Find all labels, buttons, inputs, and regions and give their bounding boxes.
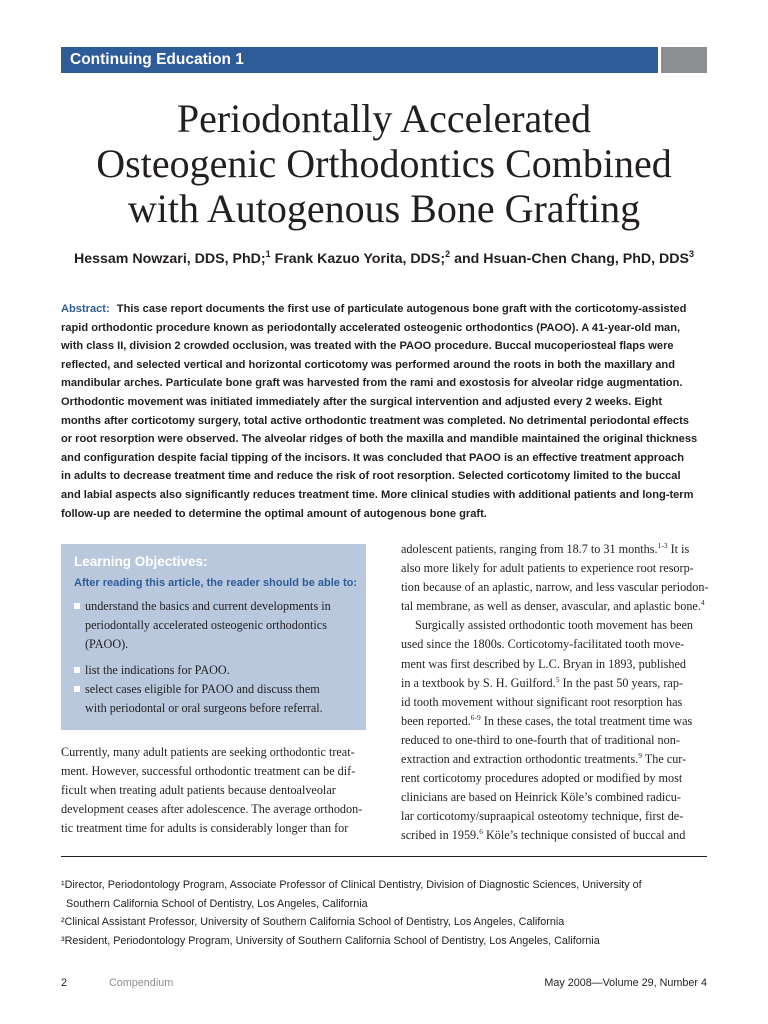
article-title bbox=[40, 96, 728, 231]
abstract-line: and labial aspects also significantly reduces treatment time. More clinical studies with additional patients and long-term bbox=[61, 488, 694, 501]
citation-ref: 5 bbox=[555, 674, 560, 684]
abstract-line: with class II, division 2 crowded occlusion, was treated with the PAOO procedure. Buccal mucoperiosteal flaps were bbox=[61, 340, 674, 353]
abstract-line: in adults to decrease treatment time and reduce the risk of root resorption. Selected corticotomy limited to the buccal bbox=[61, 470, 681, 483]
page-footer bbox=[61, 977, 707, 993]
learning-objectives-title: Learning Objectives: bbox=[74, 554, 208, 569]
abstract-line: rapid orthodontic procedure known as periodontally accelerated osteogenic orthodontics (PAOO). A 41-year-old man, bbox=[61, 321, 681, 334]
section-label: Continuing Education 1 bbox=[70, 51, 244, 68]
abstract-line: follow-up are needed to determine the optimal amount of autogenous bone graft. bbox=[61, 507, 487, 520]
body-line: ment was first described by L.C. Bryan in 1893, published bbox=[401, 656, 687, 671]
body-text: extraction and extraction orthodontic treatments. bbox=[401, 752, 639, 767]
abstract-line: months after corticotomy surgery, total active orthodontic treatment was completed. No detrimental periodontal effects bbox=[61, 414, 689, 427]
learning-objectives-box bbox=[61, 544, 366, 730]
objective-item bbox=[74, 661, 230, 680]
title-line: Osteogenic Orthodontics Combined bbox=[96, 141, 672, 186]
body-text: tal membrane, as well as denser, avascular, and aplastic bone. bbox=[401, 599, 701, 614]
section-header-band bbox=[61, 47, 658, 73]
body-line bbox=[401, 674, 707, 693]
body-line: rent corticotomy procedures adopted or modified by most bbox=[401, 771, 683, 786]
author-name: Frank Kazuo Yorita, DDS; bbox=[274, 251, 446, 267]
body-left-column bbox=[61, 743, 366, 838]
journal-name: Compendium bbox=[109, 977, 174, 989]
body-right-column bbox=[401, 540, 707, 846]
objective-line: select cases eligible for PAOO and discuss them bbox=[85, 682, 320, 696]
body-text: It is bbox=[667, 542, 690, 556]
objective-line: understand the basics and current developments in bbox=[85, 599, 331, 613]
body-text: scribed in 1959. bbox=[401, 828, 480, 843]
abstract-line: reflected, and selected vertical and horizontal corticotomy was performed around the roots in both the maxillary and bbox=[61, 358, 675, 371]
abstract-text: This case report documents the first use of particulate autogenous bone graft with the corticotomy-assisted bbox=[116, 303, 687, 315]
abstract-line: mandibular arches. Particulate bone graft was harvested from the rami and exostosis for alveolar ridge augmentation. bbox=[61, 377, 683, 390]
body-text: in a textbook by S. H. Guilford. bbox=[401, 675, 556, 690]
body-line: id tooth movement without significant root resorption has bbox=[401, 694, 683, 709]
author-name: and Hsuan-Chen Chang, PhD, DDS bbox=[454, 251, 689, 267]
footnotes bbox=[61, 876, 721, 950]
affiliation-mark: 3 bbox=[688, 249, 694, 259]
citation-ref: 1-3 bbox=[657, 541, 668, 550]
abstract bbox=[61, 300, 707, 523]
bullet-square-icon bbox=[74, 667, 80, 673]
abstract-line: and configuration despite facial tipping of the incisors. It was concluded that PAOO is an effective treatment approach bbox=[61, 451, 684, 464]
bullet-square-icon bbox=[74, 603, 80, 609]
author-list bbox=[40, 249, 728, 267]
body-line bbox=[401, 597, 707, 616]
body-line: ment. However, successful orthodontic treatment can be dif- bbox=[61, 764, 356, 779]
body-text: Köle’s technique consisted of buccal and bbox=[482, 828, 686, 843]
abstract-line: Orthodontic movement was initiated immediately after the surgical intervention and adjusted every 2 weeks. Eight bbox=[61, 395, 663, 408]
abstract-line bbox=[61, 300, 707, 319]
footnote-line: ¹Director, Periodontology Program, Associate Professor of Clinical Dentistry, Division of Diagnostic Sciences, University of bbox=[61, 879, 642, 891]
body-line: ficult when treating adult patients because dentoalveolar bbox=[61, 783, 336, 798]
body-line bbox=[401, 712, 707, 731]
body-line: tion because of an aplastic, narrow, and less vascular periodon- bbox=[401, 580, 709, 595]
objective-item bbox=[74, 597, 331, 654]
objective-item bbox=[74, 680, 323, 718]
title-line: Periodontally Accelerated bbox=[176, 96, 592, 141]
objective-line: (PAOO). bbox=[85, 637, 129, 651]
body-line: reduced to one-third to one-fourth that of traditional non- bbox=[401, 732, 680, 747]
body-text: adolescent patients, ranging from 18.7 to 31 months. bbox=[401, 542, 658, 556]
body-line: tic treatment time for adults is considerably longer than for bbox=[61, 821, 349, 836]
abstract-label: Abstract: bbox=[61, 303, 110, 315]
footnote-divider bbox=[61, 856, 707, 857]
body-line bbox=[401, 826, 707, 845]
title-line: with Autogenous Bone Grafting bbox=[127, 186, 641, 231]
footnote-line: Southern California School of Dentistry, Los Angeles, California bbox=[66, 897, 368, 910]
citation-ref: 6-9 bbox=[470, 712, 481, 722]
body-line: Surgically assisted orthodontic tooth movement has been bbox=[415, 618, 694, 633]
body-text: been reported. bbox=[401, 713, 471, 728]
body-line: lar corticotomy/supraapical osteotomy technique, first de- bbox=[401, 809, 684, 824]
affiliation-mark: 1 bbox=[265, 249, 271, 259]
affiliation-mark: 2 bbox=[445, 249, 451, 259]
citation-ref: 9 bbox=[638, 751, 642, 761]
body-line bbox=[401, 750, 707, 769]
body-line: used since the 1800s. Corticotomy-facilitated tooth move- bbox=[401, 637, 685, 652]
objective-line: with periodontal or oral surgeons before referral. bbox=[85, 701, 323, 715]
bullet-square-icon bbox=[74, 686, 80, 692]
body-line: clinicians are based on Heinrick Köle’s combined radicu- bbox=[401, 790, 681, 805]
issue-info: May 2008—Volume 29, Number 4 bbox=[544, 977, 707, 989]
header-accent-block bbox=[661, 47, 707, 73]
page-number: 2 bbox=[61, 977, 68, 989]
body-text: In these cases, the total treatment time was bbox=[480, 713, 693, 728]
body-text: The cur- bbox=[641, 752, 687, 767]
body-text: In the past 50 years, rap- bbox=[559, 675, 683, 690]
abstract-line: or root resorption were observed. The alveolar ridges of both the maxilla and mandible maintained the original thickness bbox=[61, 433, 698, 446]
objective-line: periodontally accelerated osteogenic orthodontics bbox=[85, 618, 327, 632]
learning-objectives-subtitle: After reading this article, the reader should be able to: bbox=[74, 577, 358, 589]
footnote-line: ²Clinical Assistant Professor, University of Southern California School of Dentistry, Los Angeles, California bbox=[61, 916, 565, 929]
body-line: also more likely for adult patients to experience root resorp- bbox=[401, 561, 694, 576]
body-line: development ceases after adolescence. The average orthodon- bbox=[61, 802, 363, 817]
citation-ref: 6 bbox=[479, 827, 483, 837]
objective-line: list the indications for PAOO. bbox=[85, 663, 230, 677]
citation-ref: 4 bbox=[700, 598, 705, 608]
footnote-line: ³Resident, Periodontology Program, University of Southern California School of Dentistry, Los Angeles, California bbox=[61, 934, 600, 947]
author-name: Hessam Nowzari, DDS, PhD; bbox=[74, 251, 266, 267]
body-line bbox=[401, 540, 707, 559]
body-line: Currently, many adult patients are seeking orthodontic treat- bbox=[61, 745, 355, 759]
